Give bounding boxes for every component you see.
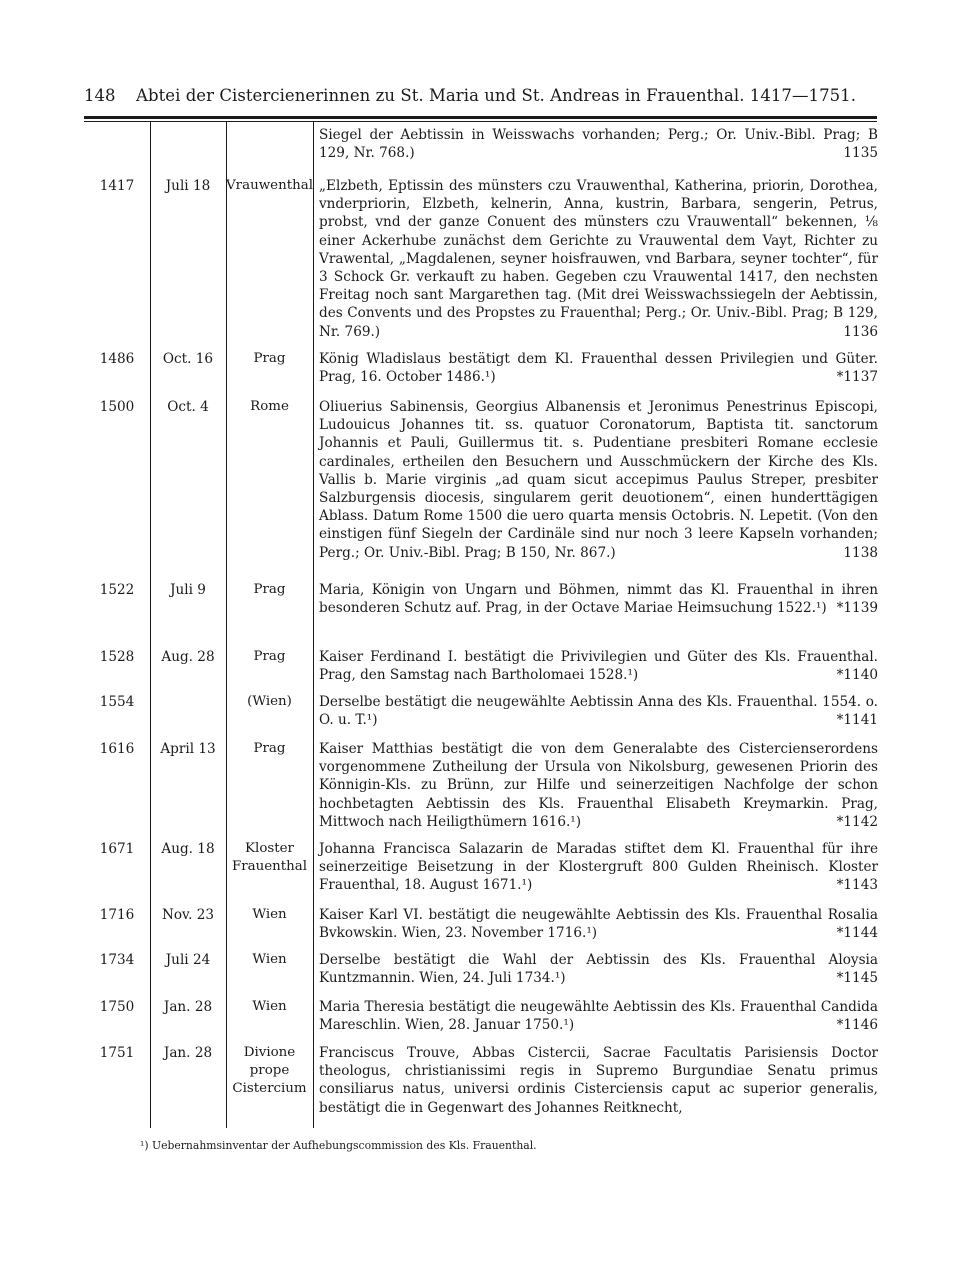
- header-rule-thick: [84, 116, 877, 119]
- entry-text-block: [319, 740, 878, 831]
- entry-text-block: [319, 177, 878, 341]
- entry-place: Kloster Frauenthal: [231, 841, 308, 874]
- entry-row: [84, 906, 878, 942]
- entry-text: Franciscus Trouve, Abbas Cistercii, Sacrae Facultatis Parisiensis Doctor theologus, christianissimi regis in Supremo Burgundiae Senatu primus consiliarus natus, universi ordinis Cisterciensis caput ac superior generalis, bestätigt die in Gegenwart des Johannes Reitknecht,: [319, 1045, 878, 1116]
- entry-date: Juli 18: [165, 178, 211, 194]
- entry-place: [226, 126, 313, 162]
- entry-row: [84, 350, 878, 386]
- entry-text: Derselbe bestätigt die Wahl der Aebtissin des Kls. Frauenthal Aloysia Kuntzmannin. Wien, 24. Juli 1734.¹): [319, 952, 878, 987]
- entry-date: Aug. 18: [161, 841, 215, 857]
- entry-text: „Elzbeth, Eptissin des münsters czu Vrauwenthal, Katherina, priorin, Dorothea, vnderpriorin, Elzbeth, kelnerin, Anna, kustrin, Barbara, sengerin, Petrus, probst, vnd der ganze Conuent des münsters czu Vrauwentall“ bekennen, ⅛ einer Ackerhube zunächst dem Gerichte zu Vrauwental dem Vayt, Richter zu Vrawental, „Magdalenen, seyner hoisfrauwen, vnd Barbara, seyner tochter“, für 3 Schock Gr. verkauft zu haben. Gegeben czu Vrauwental 1417, den nechsten Freitag noch sant Margarethen tag. (Mit drei Weisswachssiegeln der Aebtissin, des Convents und des Propstes zu Frauenthal; Perg.; Or. Univ.-Bibl. Prag; B 129, Nr. 769.): [319, 178, 878, 340]
- entry-date: Nov. 23: [161, 907, 215, 923]
- entry-text-block: [319, 998, 878, 1034]
- header-rule-thin: [84, 121, 877, 122]
- entry-date: Aug. 28: [161, 649, 215, 665]
- entry-row: [84, 951, 878, 987]
- footnote: ¹) Uebernahmsinventar der Aufhebungscommission des Kls. Frauenthal.: [140, 1139, 537, 1152]
- entry-row: [84, 177, 878, 341]
- entry-text-block: [319, 906, 878, 942]
- entry-text: Siegel der Aebtissin in Weisswachs vorhanden; Perg.; Or. Univ.-Bibl. Prag; B 129, Nr. 768.): [319, 127, 878, 162]
- entry-row: [84, 693, 878, 729]
- entry-text-block: [319, 581, 878, 617]
- entry-date: Juli 24: [165, 952, 211, 968]
- entry-row: [84, 998, 878, 1034]
- entry-text-block: [319, 951, 878, 987]
- entry-text: Maria Theresia bestätigt die neugewählte Aebtissin des Kls. Frauenthal Candida Mareschlin. Wien, 28. Januar 1750.¹): [319, 999, 878, 1034]
- entry-text-block: [319, 350, 878, 386]
- entry-text-block: [319, 840, 878, 895]
- entry-date: April 13: [160, 741, 216, 757]
- entry-number: *1145: [836, 970, 878, 987]
- entry-date: Jan. 28: [163, 1045, 213, 1061]
- entry-year: 1671: [99, 841, 135, 857]
- entry-text-block: [319, 398, 878, 562]
- entry-year: 1417: [99, 178, 135, 194]
- entry-number: *1140: [836, 667, 878, 684]
- entry-year: 1522: [99, 582, 135, 598]
- entry-number: *1146: [836, 1017, 878, 1034]
- entry-text: Maria, Königin von Ungarn und Böhmen, nimmt das Kl. Frauenthal in ihren besonderen Schutz auf. Prag, in der Octave Mariae Heimsuchung 1522.¹): [319, 582, 878, 617]
- entry-number: 1138: [843, 544, 878, 561]
- entry-row: [84, 648, 878, 684]
- entry-number: 1136: [843, 323, 878, 340]
- entry-text-block: [319, 693, 878, 729]
- entry-number: *1141: [836, 712, 878, 729]
- entry-text: König Wladislaus bestätigt dem Kl. Frauenthal dessen Privilegien und Güter. Prag, 16. October 1486.¹): [319, 351, 878, 386]
- entry-row: [84, 1044, 878, 1117]
- entry-year: 1528: [99, 649, 135, 665]
- entry-text: Oliuerius Sabinensis, Georgius Albanensis et Jeronimus Penestrinus Episcopi, Ludouicus Johannes tit. ss. quatuor Coronatorum, Baptista tit. sanctorum Johannis et Pauli, Guillermus tit. s. Pudentiane presbiteri Romane ecclesie cardinales, ertheilen den Besuchern und Ausschmückern der Kirche des Kls. Vallis b. Marie virginis „ad quam sicut accepimus Paulus Streper, presbiter Salzburgensis diocesis, singularem gerit deuotionem“, einen hunderttägigen Ablass. Datum Rome 1500 die uero quarta mensis Octobris. N. Lepetit. (Von den einstigen fünf Siegeln der Cardinäle sind nur noch 3 leere Kapseln vorhanden; Perg.; Or. Univ.-Bibl. Prag; B 150, Nr. 867.): [319, 399, 878, 561]
- entry-row: [84, 398, 878, 562]
- entry-place: Divione prope Cistercium: [232, 1045, 307, 1096]
- entry-number: *1142: [836, 813, 878, 830]
- entry-date: Oct. 16: [162, 351, 214, 367]
- entry-year: 1616: [99, 741, 135, 757]
- entry-text: Derselbe bestätigt die neugewählte Aebtissin Anna des Kls. Frauenthal. 1554. o. O. u. T.¹): [319, 694, 878, 729]
- entry-text: Kaiser Karl VI. bestätigt die neugewählte Aebtissin des Kls. Frauenthal Rosalia Bvkowskin. Wien, 23. November 1716.¹): [319, 907, 878, 942]
- entry-row: [84, 126, 878, 162]
- entry-number: *1137: [836, 369, 878, 386]
- entry-year: 1554: [99, 694, 135, 710]
- entry-row: [84, 581, 878, 617]
- entry-text: Kaiser Ferdinand I. bestätigt die Privivilegien und Güter des Kls. Frauenthal. Prag, den Samstag nach Bartholomaei 1528.¹): [319, 649, 878, 684]
- entry-place: Prag: [253, 351, 286, 366]
- entry-row: [84, 740, 878, 831]
- entry-text: Kaiser Matthias bestätigt die von dem Generalabte des Cistercienserordens vorgenommene Zutheilung der Ursula von Nikolsburg, gewesenen Priorin des Könnigin-Kls. zu Brünn, zur Hilfe und seinerzeitigen Nachfolge der schon hochbetagten Aebtissin des Kls. Frauenthal Elisabeth Kreymarkin. Prag, Mittwoch nach Heiligthümern 1616.¹): [319, 741, 878, 830]
- entry-place: (Wien): [247, 694, 292, 709]
- entry-number: *1139: [836, 600, 878, 617]
- entry-place: Wien: [252, 907, 287, 922]
- page-number: 148: [84, 86, 116, 105]
- entry-year: 1734: [99, 952, 135, 968]
- entry-date: Jan. 28: [163, 999, 213, 1015]
- entry-date: [150, 126, 226, 162]
- entry-place: Wien: [252, 952, 287, 967]
- entry-number: *1143: [836, 877, 878, 894]
- entry-year: 1486: [99, 351, 135, 367]
- page-header: [84, 86, 877, 112]
- entry-date: Oct. 4: [167, 399, 209, 415]
- entry-place: Vrauwenthal: [226, 178, 313, 193]
- entry-text: Johanna Francisca Salazarin de Maradas stiftet dem Kl. Frauenthal für ihre seinerzeitige Beisetzung in der Klostergruft 800 Gulden Rheinisch. Kloster Frauenthal, 18. August 1671.¹): [319, 841, 878, 894]
- entry-year: 1500: [99, 399, 135, 415]
- entry-text-block: [319, 126, 878, 162]
- entry-place: Prag: [253, 741, 286, 756]
- entry-place: Prag: [253, 649, 286, 664]
- entry-year: [84, 126, 150, 162]
- entry-row: [84, 840, 878, 895]
- entry-number: 1135: [843, 145, 878, 162]
- entry-date: [150, 693, 226, 729]
- entry-text-block: [319, 1044, 878, 1117]
- entry-year: 1750: [99, 999, 135, 1015]
- entry-place: Rome: [250, 399, 289, 414]
- entry-year: 1751: [99, 1045, 135, 1061]
- entry-place: Prag: [253, 582, 286, 597]
- entry-year: 1716: [99, 907, 135, 923]
- entry-place: Wien: [252, 999, 287, 1014]
- entry-date: Juli 9: [170, 582, 206, 598]
- entry-text-block: [319, 648, 878, 684]
- entry-number: *1144: [836, 925, 878, 942]
- running-title: Abtei der Cistercienerinnen zu St. Maria und St. Andreas in Frauenthal. 1417—1751.: [136, 86, 857, 105]
